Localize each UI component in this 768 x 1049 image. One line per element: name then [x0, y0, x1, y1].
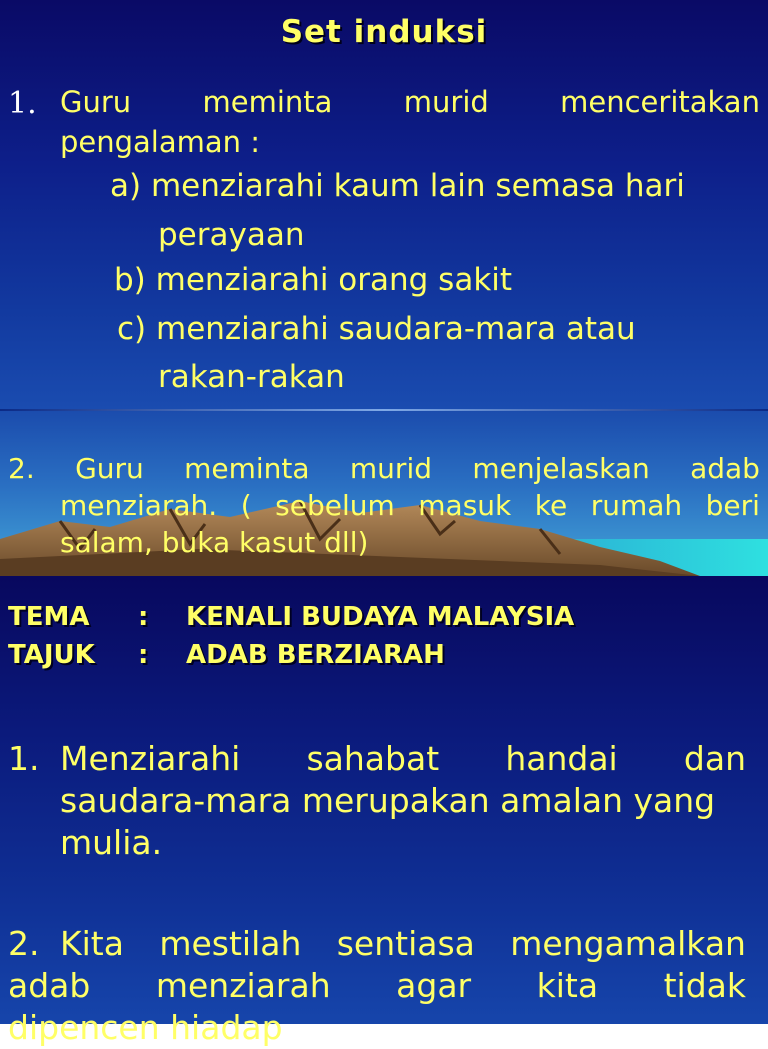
tema-row: [8, 602, 574, 632]
tajuk-colon: :: [138, 640, 149, 670]
word: sentiasa: [336, 924, 475, 963]
sub-item-c: c) menziarahi saudara-mara atau: [117, 311, 636, 347]
word: sebelum: [275, 489, 395, 522]
slide-set-induksi: [0, 0, 768, 410]
item-line-2: pengalaman :: [60, 125, 261, 159]
word: dan: [683, 739, 746, 778]
word: masuk: [418, 489, 512, 522]
item-number: 1.: [8, 86, 37, 121]
point-2-line-2: [8, 965, 746, 1007]
point-2-line-1: [60, 923, 746, 965]
point-1-number: 1.: [8, 739, 40, 778]
word: Guru: [75, 452, 144, 485]
word: Guru: [60, 85, 132, 119]
item-2-text: [8, 450, 760, 561]
slide-adab-menziarah: [0, 411, 768, 576]
word: mestilah: [159, 924, 302, 963]
point-1-line-3: mulia.: [60, 823, 163, 862]
point-2-number: 2.: [8, 924, 40, 963]
word: menziarah.: [60, 489, 218, 522]
item-text: [60, 82, 760, 162]
tajuk-label: TAJUK: [8, 640, 95, 670]
tajuk-value: ADAB BERZIARAH: [186, 640, 445, 670]
sub-item-a: a) menziarahi kaum lain semasa hari: [110, 168, 685, 204]
word: handai: [505, 739, 618, 778]
word: Kita: [60, 924, 124, 963]
word: tidak: [663, 966, 746, 1005]
word: adab: [690, 452, 760, 485]
word: menceritakan: [560, 85, 760, 119]
tema-value: KENALI BUDAYA MALAYSIA: [186, 602, 575, 632]
word: ke: [534, 489, 568, 522]
sub-item-b: b) menziarahi orang sakit: [114, 262, 513, 298]
tajuk-row: [8, 640, 445, 670]
point-2-text: [8, 923, 746, 1049]
word: menziarah: [155, 966, 331, 1005]
word: mengamalkan: [510, 924, 746, 963]
word: Menziarahi: [60, 739, 241, 778]
word: meminta: [184, 452, 310, 485]
word: murid: [349, 452, 432, 485]
slide-title: Set induksi: [280, 14, 488, 50]
word: sahabat: [306, 739, 440, 778]
word: kita: [536, 966, 599, 1005]
point-1-line-2: saudara-mara merupakan amalan yang: [60, 781, 716, 820]
word: agar: [396, 966, 472, 1005]
word: murid: [403, 85, 489, 119]
word: menjelaskan: [472, 452, 650, 485]
item-2-line-2: [8, 487, 760, 524]
point-1-text: [60, 738, 746, 864]
word: meminta: [202, 85, 333, 119]
word: 2.: [8, 452, 35, 485]
word: (: [240, 489, 252, 522]
point-2: [8, 923, 748, 1047]
slide-tema-tajuk: [0, 576, 768, 1047]
point-1: [8, 738, 748, 868]
sub-item-c-cont: rakan-rakan: [158, 359, 345, 395]
sub-item-a-cont: perayaan: [158, 217, 305, 253]
word: rumah: [590, 489, 683, 522]
point-2-line-3: dipencen hiadap: [8, 1008, 283, 1047]
item-line-1: [60, 82, 760, 122]
item-2-line-1: [8, 450, 760, 487]
word: adab: [8, 966, 91, 1005]
item-2-line-3: salam, buka kasut dll): [60, 526, 369, 559]
tema-label: TEMA: [8, 602, 90, 632]
word: beri: [705, 489, 760, 522]
point-1-line-1: [60, 738, 746, 780]
tema-colon: :: [138, 602, 149, 632]
